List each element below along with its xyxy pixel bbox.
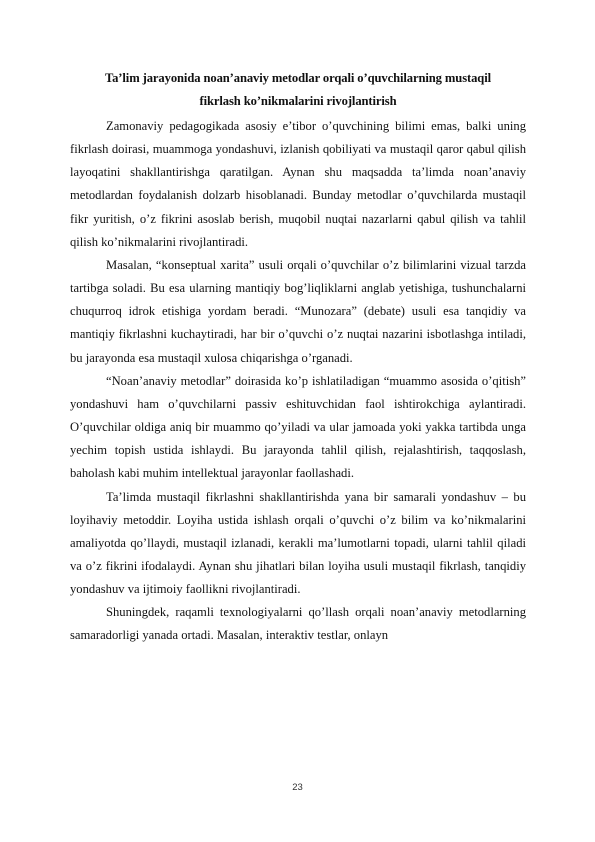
document-body (70, 115, 526, 648)
document-title-line-2: fikrlash ko’nikmalarini rivojlantirish (199, 94, 397, 108)
paragraph: Ta’limda mustaqil fikrlashni shakllantirishda yana bir samarali yondashuv – bu loyihaviy metoddir. Loyiha ustida ishlash orqali o’quvchi o’z bilim va ko’nikmalarini amaliyotda qo’llaydi, mustaqil izlanadi, kerakli ma’lumotlarni topadi, ularni tahlil qiladi va o’z fikrini ifodalaydi. Aynan shu jihatlari bilan loyiha usuli mustaqil fikrlash, tanqidiy yondashuv va ijtimoiy faollikni rivojlantiradi. (70, 489, 526, 597)
paragraph: Masalan, “konseptual xarita” usuli orqali o’quvchilar o’z bilimlarini vizual tarzda tartibga soladi. Bu esa ularning mantiqiy bog’liqliklarni anglab yetishiga, tushunchalarni chuqurroq idrok etishiga yordam beradi. “Munozara” (debate) usuli esa tanqidiy va mantiqiy fikrlashni kuchaytiradi, har bir o’quvchi o’z nuqtai nazarini isbotlashga intiladi, bu jarayonda esa mustaqil xulosa chiqarishga o’rganadi. (70, 257, 526, 365)
page-number: 23 (292, 782, 303, 793)
paragraph: Shuningdek, raqamli texnologiyalarni qo’llash orqali noan’anaviy metodlarning samaradorligi yanada ortadi. Masalan, interaktiv testlar, onlayn (70, 605, 526, 643)
paragraph: “Noan’anaviy metodlar” doirasida ko’p ishlatiladigan “muammo asosida o’qitish” yondashuvi ham o’quvchilarni passiv eshituvchidan faol ishtirokchiga aylantiradi. O’quvchilar oldiga aniq bir muammo qo’yiladi va ular jamoada yoki yakka tartibda unga yechim topish ustida ishlaydi. Bu jarayonda tahlil qilish, rejalashtirish, taqqoslash, baholash kabi muhim intellektual jarayonlar faollashadi. (70, 373, 526, 481)
document-title-line-1: Ta’lim jarayonida noan’anaviy metodlar orqali o’quvchilarning mustaqil (104, 71, 492, 85)
paragraph: Zamonaviy pedagogikada asosiy e’tibor o’quvchining bilimi emas, balki uning fikrlash doirasi, muammoga yondashuvi, izlanish qobiliyati va mustaqil qaror qabul qilish layoqatini shakllantirishga qaratilgan. Aynan shu maqsadda ta’limda noan’anaviy metodlardan foydalanish dolzarb hisoblanadi. Bunday metodlar o’quvchilarda mustaqil fikr yuritish, o’z fikrini asoslab berish, muqobil nuqtai nazarlarni qabul qilish va tahlil qilish ko’nikmalarini rivojlantiradi. (70, 119, 526, 249)
